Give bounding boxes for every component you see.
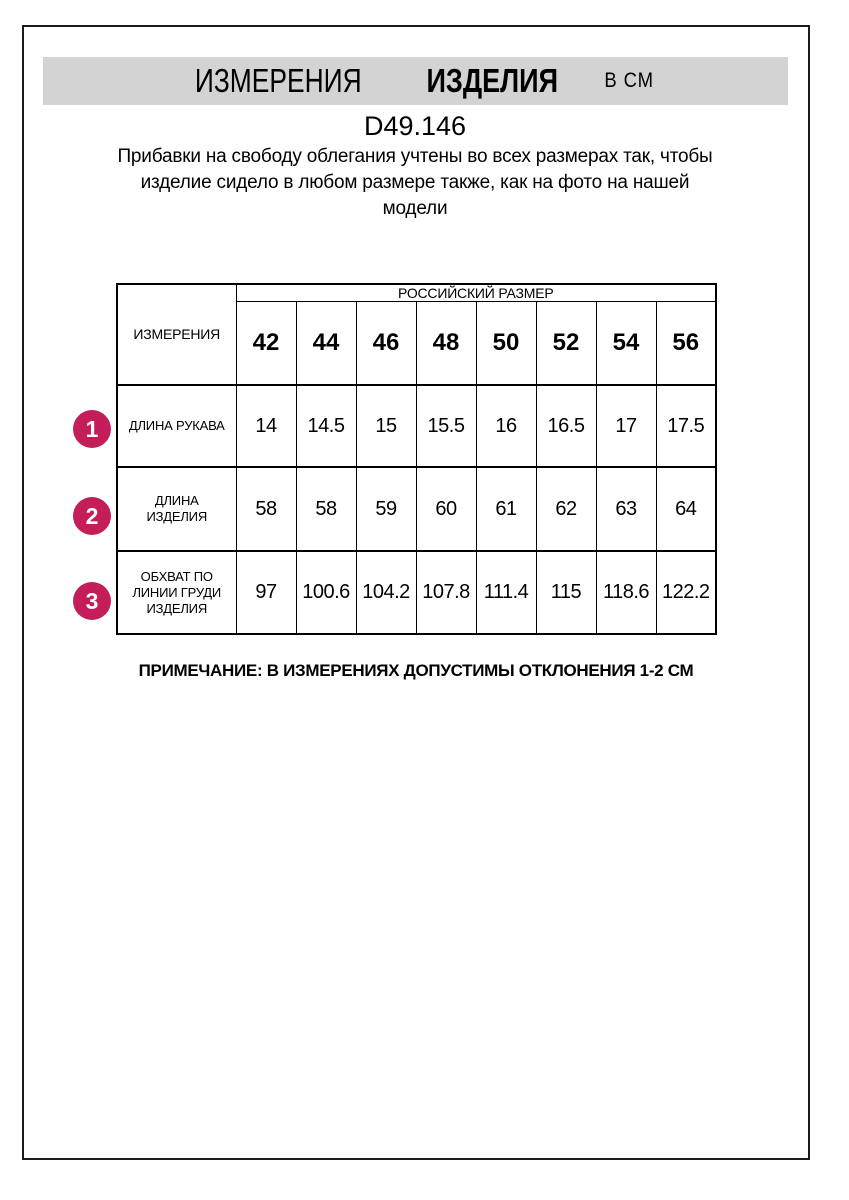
- row-label-line: ЛИНИИ ГРУДИ: [132, 584, 222, 600]
- size-header-cell: 50: [476, 302, 536, 386]
- size-value-cell: 107.8: [416, 551, 476, 634]
- row-label-line: ИЗДЕЛИЯ: [146, 509, 208, 524]
- size-value-cell: 118.6: [596, 551, 656, 634]
- size-value-cell: 15: [356, 385, 416, 467]
- description-line: Прибавки на свободу облегания учтены во всех размерах так, чтобы: [117, 146, 713, 167]
- size-header-cell: 54: [596, 302, 656, 386]
- size-value-cell: 58: [236, 467, 296, 551]
- size-value-cell: 63: [596, 467, 656, 551]
- banner-unit-label: В СМ: [604, 69, 654, 92]
- size-table-container: [116, 283, 717, 635]
- row-label-line: ИЗДЕЛИЯ: [146, 600, 208, 616]
- table-row-sleeve-length: [117, 385, 716, 467]
- row-label-cell: [117, 467, 236, 551]
- size-header-cell: 48: [416, 302, 476, 386]
- size-group-header-row: [117, 284, 716, 302]
- row-label-cell: [117, 385, 236, 467]
- table-row-chest-girth: [117, 551, 716, 634]
- size-value-cell: 97: [236, 551, 296, 634]
- size-value-cell: 100.6: [296, 551, 356, 634]
- size-value-cell: 17: [596, 385, 656, 467]
- size-header-cell: 42: [236, 302, 296, 386]
- description-line: изделие сидело в любом размере также, как на фото на нашей: [140, 172, 690, 193]
- size-header-cell: 52: [536, 302, 596, 386]
- size-value-cell: 17.5: [656, 385, 716, 467]
- size-value-cell: 62: [536, 467, 596, 551]
- size-header-cell: 56: [656, 302, 716, 386]
- note-text: ПРИМЕЧАНИЕ: В ИЗМЕРЕНИЯХ ДОПУСТИМЫ ОТКЛОНЕНИЯ 1-2 СМ: [138, 661, 694, 680]
- description-text: [22, 144, 808, 222]
- size-value-cell: 60: [416, 467, 476, 551]
- size-group-header-cell: РОССИЙСКИЙ РАЗМЕР: [236, 284, 716, 302]
- measurements-header-cell: ИЗМЕРЕНИЯ: [117, 284, 236, 385]
- size-header-cell: 46: [356, 302, 416, 386]
- size-value-cell: 15.5: [416, 385, 476, 467]
- banner-title: ИЗМЕРЕНИЯ: [194, 62, 362, 99]
- row-label-cell: [117, 551, 236, 634]
- description-line: модели: [382, 198, 448, 219]
- size-table: [116, 283, 717, 635]
- size-value-cell: 64: [656, 467, 716, 551]
- size-value-cell: 122.2: [656, 551, 716, 634]
- table-row-item-length: [117, 467, 716, 551]
- banner-title-emphasis: ИЗДЕЛИЯ: [426, 62, 559, 99]
- row-label-line: ДЛИНА РУКАВА: [128, 418, 225, 433]
- size-value-cell: 104.2: [356, 551, 416, 634]
- row-number-badge-3: 3: [73, 582, 111, 620]
- size-value-cell: 14: [236, 385, 296, 467]
- title-banner: [43, 57, 788, 105]
- size-value-cell: 115: [536, 551, 596, 634]
- row-label-line: ОБХВАТ ПО: [140, 568, 213, 584]
- size-value-cell: 16.5: [536, 385, 596, 467]
- size-value-cell: 14.5: [296, 385, 356, 467]
- size-value-cell: 59: [356, 467, 416, 551]
- article-code: D49.146: [363, 111, 467, 141]
- size-value-cell: 58: [296, 467, 356, 551]
- row-number-badge-2: 2: [73, 497, 111, 535]
- row-label-line: ДЛИНА: [154, 493, 199, 508]
- size-value-cell: 111.4: [476, 551, 536, 634]
- size-value-cell: 16: [476, 385, 536, 467]
- size-value-cell: 61: [476, 467, 536, 551]
- row-number-badge-1: 1: [73, 410, 111, 448]
- size-header-cell: 44: [296, 302, 356, 386]
